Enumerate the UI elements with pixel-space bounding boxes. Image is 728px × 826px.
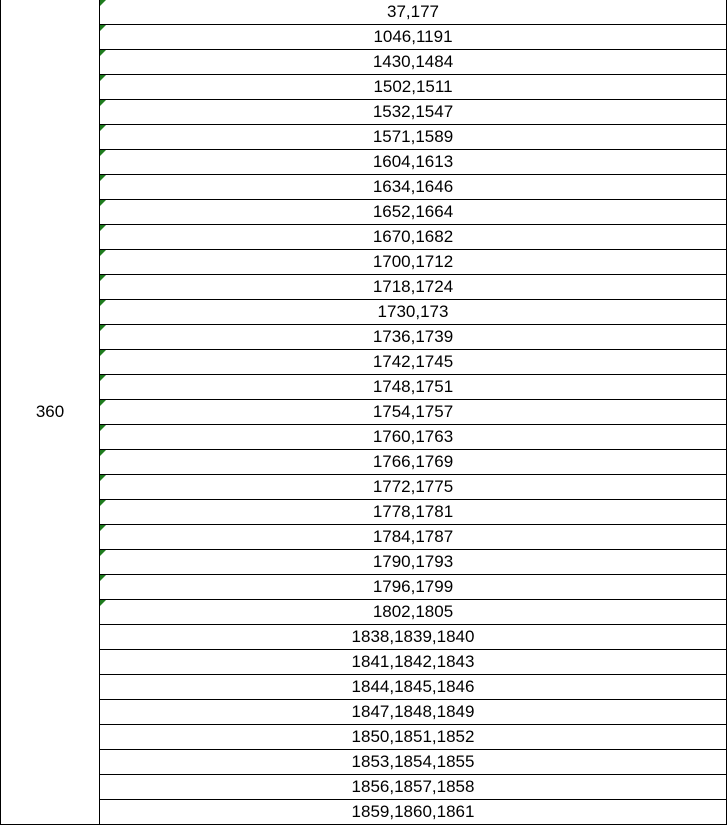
table-cell[interactable]	[99, 375, 727, 400]
cell-value: 1430,1484	[372, 52, 454, 71]
cell-value: 1670,1682	[372, 227, 454, 246]
cell-value: 1046,1191	[373, 27, 453, 46]
table-cell[interactable]	[99, 525, 727, 550]
table-cell[interactable]	[99, 450, 727, 475]
table-cell[interactable]	[99, 50, 727, 75]
cell-value: 1766,1769	[372, 452, 454, 471]
table-cell[interactable]	[99, 725, 727, 750]
cell-value: 1790,1793	[372, 552, 454, 571]
cell-value: 1604,1613	[372, 152, 454, 171]
table-cell[interactable]	[99, 125, 727, 150]
table-cell[interactable]	[99, 300, 727, 325]
table-cell[interactable]	[99, 800, 727, 825]
table-cell[interactable]	[99, 175, 727, 200]
cell-value: 1634,1646	[372, 177, 454, 196]
cell-value: 1730,173	[377, 302, 449, 321]
table-cell[interactable]	[99, 150, 727, 175]
values-column	[99, 0, 727, 825]
cell-value: 1778,1781	[372, 502, 454, 521]
table-cell[interactable]	[99, 325, 727, 350]
cell-value: 1736,1739	[372, 327, 454, 346]
table-cell[interactable]	[99, 200, 727, 225]
cell-value: 1652,1664	[372, 202, 454, 221]
table-cell[interactable]	[99, 675, 727, 700]
cell-value: 1796,1799	[372, 577, 454, 596]
table-cell[interactable]	[99, 550, 727, 575]
table-cell[interactable]	[99, 575, 727, 600]
cell-value: 1853,1854,1855	[351, 752, 475, 771]
table-cell[interactable]	[99, 75, 727, 100]
cell-value: 1847,1848,1849	[351, 702, 475, 721]
cell-value: 1844,1845,1846	[351, 677, 475, 696]
table-cell[interactable]	[99, 500, 727, 525]
table-cell[interactable]	[99, 250, 727, 275]
cell-value: 1772,1775	[372, 477, 454, 496]
table-cell[interactable]	[99, 225, 727, 250]
merged-cell-value: 360	[35, 402, 65, 421]
cell-value: 1802,1805	[372, 602, 454, 621]
cell-value: 1718,1724	[372, 277, 454, 296]
cell-value: 1502,1511	[373, 77, 453, 96]
cell-value: 1850,1851,1852	[351, 727, 475, 746]
table-cell[interactable]	[99, 425, 727, 450]
cell-value: 37,177	[387, 2, 439, 21]
cell-value: 1748,1751	[372, 377, 454, 396]
cell-value: 1571,1589	[372, 127, 454, 146]
cell-value: 1760,1763	[372, 427, 454, 446]
cell-value: 1754,1757	[372, 402, 454, 421]
table-cell[interactable]	[99, 775, 727, 800]
cell-value: 1856,1857,1858	[351, 777, 475, 796]
cell-value: 1700,1712	[372, 252, 454, 271]
table-cell[interactable]	[99, 475, 727, 500]
table-cell[interactable]	[99, 625, 727, 650]
cell-value: 1742,1745	[372, 352, 454, 371]
table-cell[interactable]	[99, 400, 727, 425]
merged-cell-360[interactable]	[0, 0, 100, 825]
cell-value: 1838,1839,1840	[351, 627, 475, 646]
cell-value: 1859,1860,1861	[351, 802, 475, 821]
table-cell[interactable]	[99, 25, 727, 50]
table-cell[interactable]	[99, 650, 727, 675]
table-cell[interactable]	[99, 700, 727, 725]
cell-value: 1841,1842,1843	[351, 652, 475, 671]
table-cell[interactable]	[99, 600, 727, 625]
table-cell[interactable]	[99, 275, 727, 300]
cell-value: 1784,1787	[372, 527, 454, 546]
table-cell[interactable]	[99, 0, 727, 25]
table-cell[interactable]	[99, 350, 727, 375]
cell-value: 1532,1547	[372, 102, 454, 121]
table-cell[interactable]	[99, 750, 727, 775]
table-cell[interactable]	[99, 100, 727, 125]
